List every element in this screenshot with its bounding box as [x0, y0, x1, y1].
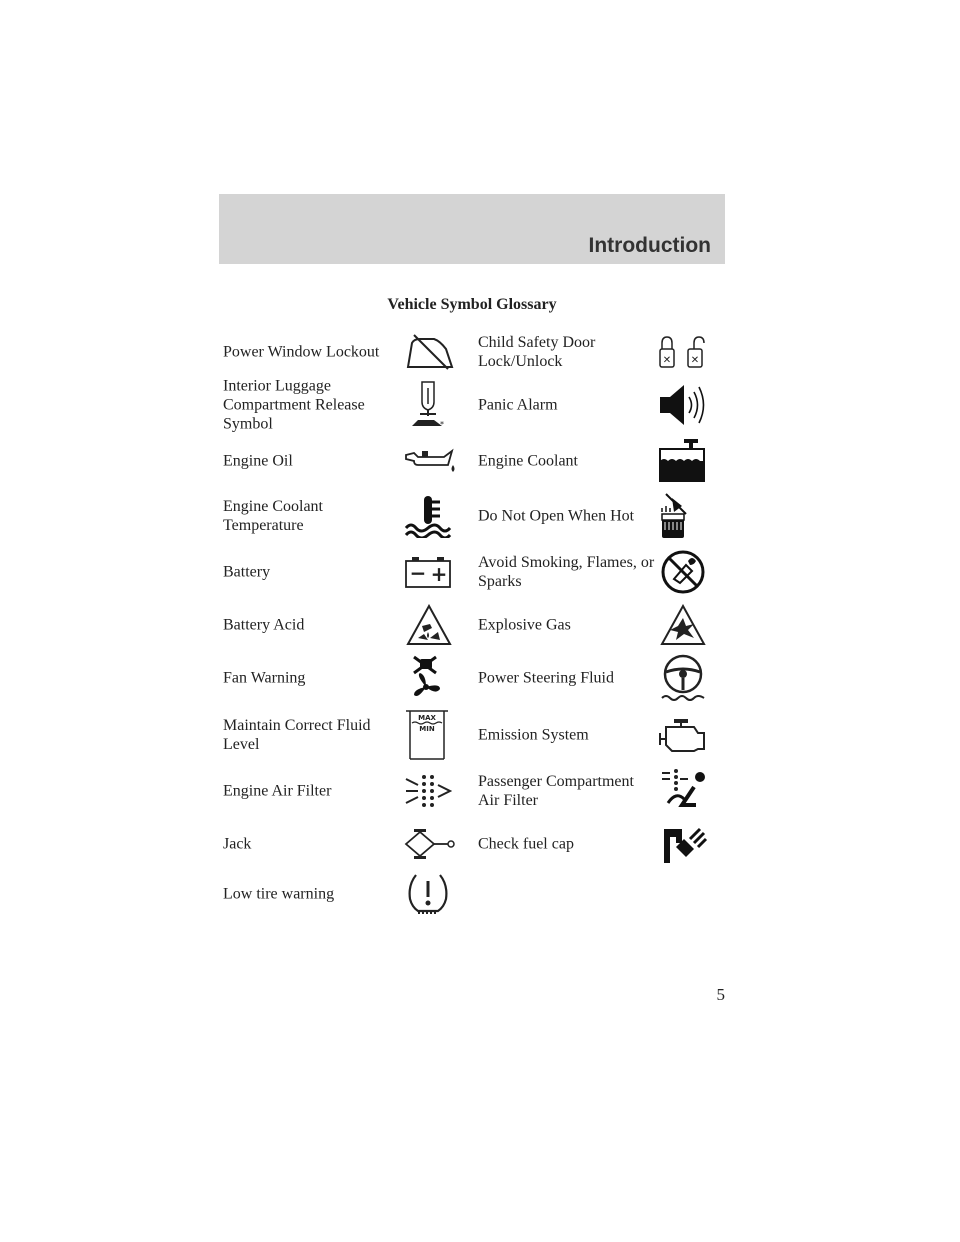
engine-air-filter-icon — [404, 771, 452, 811]
symbol-label: Engine Air Filter — [223, 782, 332, 800]
fluid-level-icon — [404, 709, 450, 761]
low-tire-icon — [406, 871, 450, 917]
symbol-label: Avoid Smoking, Flames, or Sparks — [478, 554, 655, 590]
max-mark-text: MAX — [418, 714, 436, 722]
luggage-release-icon — [408, 380, 448, 430]
min-mark-text: MIN — [419, 725, 435, 733]
jack-icon — [404, 828, 456, 860]
battery-plus-text: + — [430, 562, 448, 586]
no-smoking-icon — [660, 549, 706, 595]
fan-warning-icon — [406, 653, 448, 703]
fuel-cap-icon — [660, 823, 708, 865]
symbol-label: Passenger Compartment Air Filter — [478, 773, 634, 809]
explosive-gas-icon — [660, 604, 706, 646]
battery-icon — [404, 555, 452, 589]
symbol-label: Low tire warning — [223, 885, 335, 903]
symbol-label: Battery Acid — [223, 616, 305, 634]
symbol-label: Power Window Lockout — [223, 343, 380, 361]
do-not-open-hot-icon — [660, 492, 688, 540]
symbol-label: Maintain Correct Fluid Level — [223, 717, 371, 753]
symbol-label: Fan Warning — [223, 669, 306, 687]
symbol-label: Interior Luggage Compartment Release Symbol — [223, 377, 365, 433]
cabin-air-filter-icon — [660, 769, 708, 813]
symbol-label: Engine Coolant Temperature — [223, 498, 323, 534]
svg-text:✕: ✕ — [690, 355, 700, 366]
emission-system-icon — [658, 717, 708, 753]
panic-alarm-icon — [658, 383, 706, 427]
symbol-label: Engine Oil — [223, 452, 293, 470]
child-safety-lock-icon — [658, 335, 708, 369]
engine-coolant-icon — [658, 439, 706, 483]
svg-text:✕: ✕ — [662, 355, 672, 366]
symbol-label: Engine Coolant — [478, 452, 578, 470]
symbol-label: Check fuel cap — [478, 835, 574, 853]
symbol-label: Panic Alarm — [478, 396, 558, 414]
symbol-label: Emission System — [478, 726, 589, 744]
glossary-title: Vehicle Symbol Glossary — [387, 296, 557, 313]
svg-text:*: * — [440, 420, 444, 429]
coolant-temperature-icon — [404, 494, 452, 538]
symbol-label: Child Safety Door Lock/Unlock — [478, 334, 596, 370]
symbol-label: Power Steering Fluid — [478, 669, 614, 687]
power-steering-icon — [660, 654, 706, 702]
battery-minus-text: − — [409, 561, 427, 585]
battery-acid-icon — [406, 604, 452, 646]
symbol-label: Battery — [223, 563, 271, 581]
symbol-label: Jack — [223, 835, 252, 853]
page-number: 5 — [716, 985, 725, 1004]
section-title: Introduction — [588, 234, 711, 257]
symbol-label: Explosive Gas — [478, 616, 571, 634]
symbol-label: Do Not Open When Hot — [478, 507, 635, 525]
section-header — [219, 194, 725, 264]
engine-oil-icon — [404, 447, 458, 475]
power-window-lockout-icon — [404, 333, 456, 371]
